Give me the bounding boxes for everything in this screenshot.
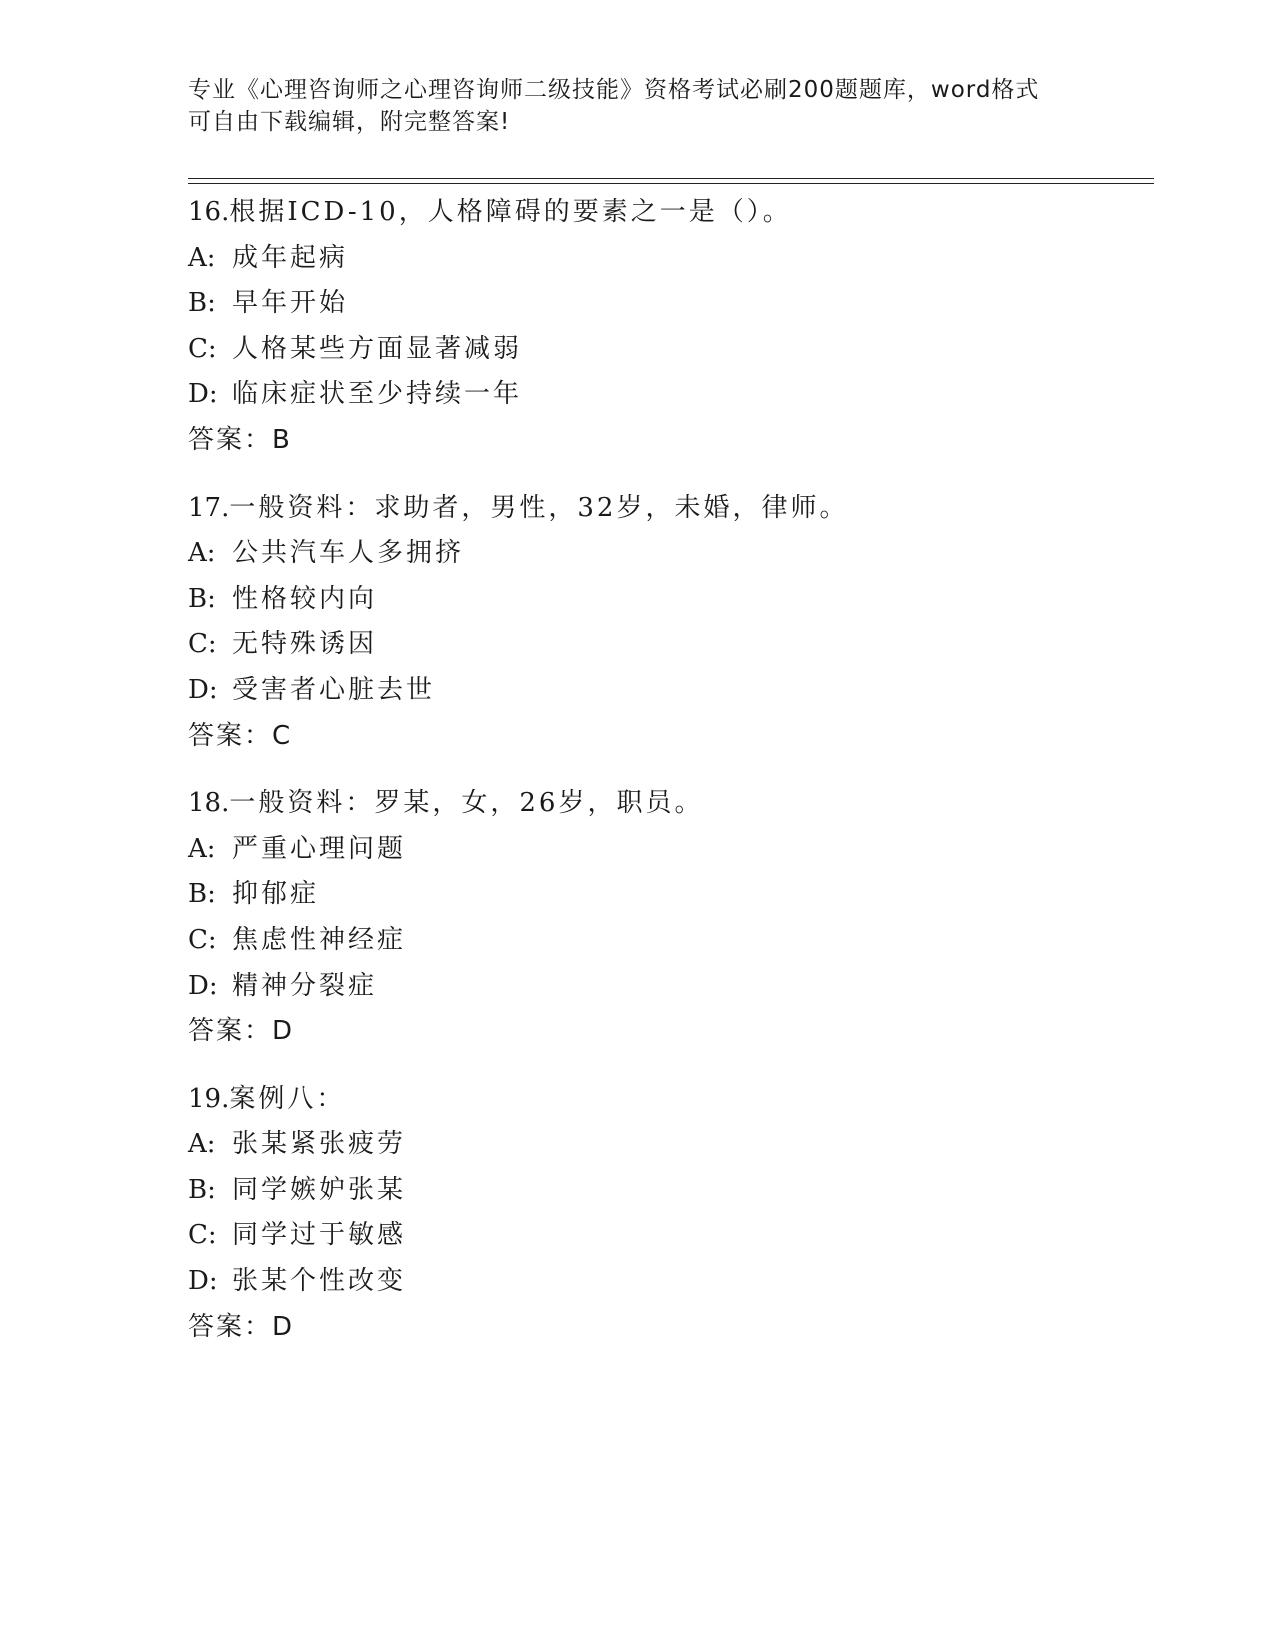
question-17 — [188, 486, 1148, 760]
option-key: A: — [188, 1129, 216, 1160]
option-text: 精神分裂症 — [232, 970, 378, 1001]
option-key: B: — [188, 288, 216, 319]
option-c — [188, 327, 1148, 373]
option-text: 性格较内向 — [232, 583, 378, 614]
option-text: 早年开始 — [232, 288, 349, 319]
option-key: B: — [188, 583, 216, 614]
option-key: C: — [188, 333, 217, 364]
answer-line — [188, 418, 1148, 464]
header-divider-top — [188, 178, 1154, 179]
option-a — [188, 531, 1148, 577]
option-d — [188, 964, 1148, 1010]
option-c — [188, 1213, 1148, 1259]
answer-label: 答案： — [188, 720, 273, 751]
option-a — [188, 827, 1148, 873]
document-header — [188, 74, 1088, 138]
question-text: 案例八： — [229, 1083, 346, 1114]
header-line-2: 可自由下载编辑，附完整答案! — [188, 109, 511, 135]
question-number: 19. — [188, 1083, 230, 1114]
option-text: 临床症状至少持续一年 — [232, 379, 523, 410]
header-line-1: 专业《心理咨询师之心理咨询师二级技能》资格考试必刷200题题库，word格式 — [188, 77, 1040, 103]
question-number: 16. — [188, 197, 230, 227]
option-key: D: — [188, 970, 218, 1001]
option-b — [188, 281, 1148, 327]
question-stem — [188, 190, 1148, 236]
question-list — [188, 190, 1148, 1372]
option-text: 成年起病 — [232, 242, 349, 273]
option-key: B: — [188, 1174, 216, 1205]
option-key: B: — [188, 879, 216, 910]
question-text: 一般资料：罗某，女，26岁，职员。 — [229, 788, 704, 819]
question-text: 一般资料：求助者，男性，32岁，未婚，律师。 — [229, 492, 849, 523]
question-stem — [188, 781, 1148, 827]
option-b — [188, 1168, 1148, 1214]
option-text: 人格某些方面显著减弱 — [232, 333, 523, 364]
option-key: A: — [188, 833, 216, 864]
option-text: 张某紧张疲劳 — [232, 1129, 407, 1160]
option-a — [188, 1122, 1148, 1168]
answer-value: C — [272, 720, 293, 751]
option-c — [188, 918, 1148, 964]
option-text: 抑郁症 — [232, 879, 320, 910]
answer-value: D — [272, 1016, 295, 1047]
question-number: 18. — [188, 788, 230, 819]
answer-line — [188, 1305, 1148, 1351]
option-key: A: — [188, 242, 216, 273]
option-text: 公共汽车人多拥挤 — [232, 538, 465, 569]
option-key: A: — [188, 538, 216, 569]
option-text: 同学嫉妒张某 — [232, 1174, 407, 1205]
option-b — [188, 872, 1148, 918]
option-text: 无特殊诱因 — [232, 629, 378, 660]
question-stem — [188, 486, 1148, 532]
option-a — [188, 236, 1148, 282]
option-text: 张某个性改变 — [232, 1266, 407, 1297]
question-18 — [188, 781, 1148, 1055]
question-text: 根据ICD-10，人格障碍的要素之一是（）。 — [229, 197, 792, 227]
option-text: 受害者心脏去世 — [232, 674, 436, 705]
answer-value: B — [272, 424, 292, 455]
option-text: 焦虑性神经症 — [232, 924, 407, 955]
question-19 — [188, 1077, 1148, 1351]
option-key: C: — [188, 924, 217, 955]
question-number: 17. — [188, 492, 230, 523]
answer-label: 答案： — [188, 424, 273, 455]
option-d — [188, 1259, 1148, 1305]
header-divider-bottom — [188, 183, 1154, 184]
option-c — [188, 622, 1148, 668]
option-key: D: — [188, 1266, 218, 1297]
option-key: D: — [188, 379, 218, 410]
option-b — [188, 577, 1148, 623]
question-stem — [188, 1077, 1148, 1123]
answer-line — [188, 1009, 1148, 1055]
option-key: D: — [188, 674, 218, 705]
answer-line — [188, 714, 1148, 760]
answer-label: 答案： — [188, 1311, 273, 1342]
answer-value: D — [272, 1311, 295, 1342]
option-text: 同学过于敏感 — [232, 1220, 407, 1251]
option-key: C: — [188, 1220, 217, 1251]
option-key: C: — [188, 629, 217, 660]
option-d — [188, 668, 1148, 714]
question-16 — [188, 190, 1148, 464]
option-text: 严重心理问题 — [232, 833, 407, 864]
answer-label: 答案： — [188, 1016, 273, 1047]
option-d — [188, 372, 1148, 418]
